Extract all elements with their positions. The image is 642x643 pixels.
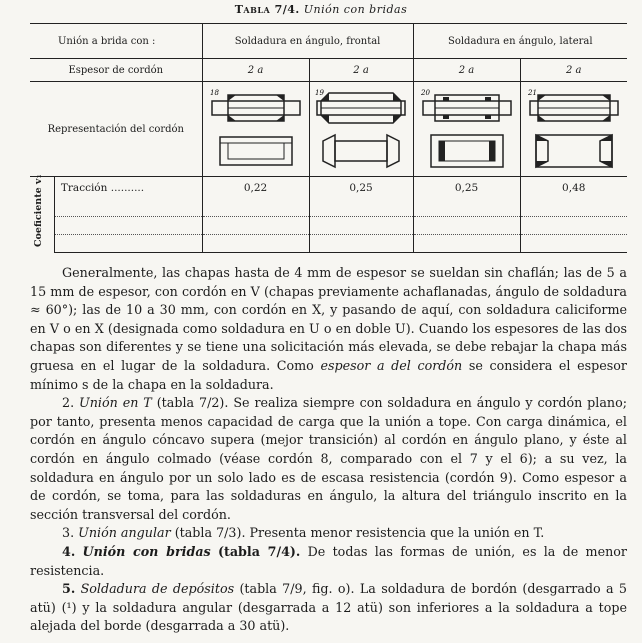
empty-cell	[413, 235, 520, 253]
empty-cell	[202, 199, 309, 217]
thickness-value: 2 a	[413, 59, 520, 82]
empty-cell	[202, 217, 309, 235]
figure-number: 18	[209, 89, 219, 97]
thickness-label: Espesor de cordón	[30, 59, 202, 82]
empty-cell	[520, 199, 627, 217]
traccion-value: 0,25	[413, 177, 520, 200]
group1-header: Soldadura en ángulo, frontal	[202, 24, 413, 59]
p4-num: 4.	[62, 543, 76, 559]
p4-text1: (tabla 7/4).	[217, 543, 301, 559]
figure-number: 21	[527, 89, 537, 97]
p1-italic: espesor a del cordón	[320, 357, 463, 373]
p3-num: 3.	[62, 525, 75, 541]
figure-number: 19	[315, 89, 324, 97]
empty-cell	[54, 217, 202, 235]
p3-title: Unión angular	[78, 525, 171, 541]
empty-cell	[54, 235, 202, 253]
coef-label: Coeficiente v₁	[33, 173, 44, 247]
thickness-value: 2 a	[202, 59, 309, 82]
col0-header: Unión a brida con :	[30, 24, 202, 59]
empty-cell	[309, 217, 413, 235]
table-caption	[0, 3, 642, 16]
p2-num: 2.	[62, 395, 75, 411]
weld-drawing-20	[417, 85, 517, 173]
group2-header: Soldadura en ángulo, lateral	[413, 24, 627, 59]
weld-figure-19	[309, 82, 413, 177]
weld-drawing-21	[524, 85, 624, 173]
paragraph-2	[30, 394, 627, 524]
paragraph-1	[30, 264, 627, 394]
weld-drawing-19	[311, 85, 411, 173]
representation-label: Representación del cordón	[30, 82, 202, 177]
empty-cell	[54, 199, 202, 217]
traccion-label: Tracción ..........	[54, 177, 202, 200]
coef-label-cell	[30, 173, 54, 253]
p1-end: se considera el espesor mínimo s de la chapa en la soldadura.	[30, 357, 627, 392]
p3-text: (tabla 7/3). Presenta menor resistencia que la unión en T.	[174, 525, 545, 541]
traccion-value: 0,22	[202, 177, 309, 200]
paragraph-3	[30, 524, 627, 543]
caption-label: Tabla 7/4.	[234, 3, 300, 16]
p4-text2: De todas las formas de unión, es la de menor resistencia.	[30, 543, 627, 578]
p4-title: Unión con bridas	[82, 543, 211, 559]
weld-table	[30, 23, 627, 253]
p2-title: Unión en T	[79, 395, 152, 411]
empty-cell	[413, 217, 520, 235]
weld-figure-18	[202, 82, 309, 177]
paragraph-4	[30, 543, 627, 580]
empty-cell	[309, 235, 413, 253]
figure-number: 20	[420, 89, 430, 97]
paragraph-5	[30, 580, 627, 636]
p1-text: Generalmente, las chapas hasta de 4 mm de espesor se sueldan sin chaflán; las de 5 a 15 mm de espesor, con cordón en V (chapas previamente achaflanadas, ángulo de soldadura ≈ 60°); las de 10 a 30 mm, con cordón en X, y pasando de aquí, con soldadura caliciforme en V o en X (designada como soldadura en U o en doble U). Cuando los espesores de las dos chapas son diferentes y se tiene una solicitación más elevada, se debe rebajar la chapa más gruesa en el lugar de la soldadura. Como	[30, 265, 627, 373]
traccion-value: 0,25	[309, 177, 413, 200]
p5-text: (tabla 7/9, fig. o). La soldadura de bordón (desgarrado a 5 atü) (¹) y la soldadura angular (desgarrada a 12 atü) son inferiores a la soldadura a tope alejada del borde (desgarrada a 30 atü).	[30, 581, 627, 634]
empty-cell	[202, 235, 309, 253]
empty-cell	[413, 199, 520, 217]
caption-title: Unión con bridas	[303, 3, 408, 16]
body-text	[30, 264, 627, 636]
traccion-value: 0,48	[520, 177, 627, 200]
thickness-value: 2 a	[520, 59, 627, 82]
empty-cell	[309, 199, 413, 217]
empty-cell	[520, 217, 627, 235]
weld-drawing-18	[206, 85, 306, 173]
thickness-value: 2 a	[309, 59, 413, 82]
empty-cell	[520, 235, 627, 253]
weld-figure-21	[520, 82, 627, 177]
p5-num: 5.	[62, 581, 76, 597]
weld-figure-20	[413, 82, 520, 177]
p2-text: (tabla 7/2). Se realiza siempre con soldadura en ángulo y cordón plano; por tanto, presenta menos capacidad de carga que la unión a tope. Con carga dinámica, el cordón en ángulo cóncavo supera (mejor transición) al cordón en ángulo plano, y éste al cordón en ángulo colmado (véase cordón 8, comparado con el 7 y el 6); a su vez, la soldadura en ángulo por un solo lado es de escasa resistencia (cordón 9). Como espesor a de cordón, se toma, para las soldaduras en ángulo, la altura del triángulo inscrito en la sección transversal del cordón.	[30, 395, 628, 522]
p5-title: Soldadura de depósitos	[80, 581, 235, 597]
